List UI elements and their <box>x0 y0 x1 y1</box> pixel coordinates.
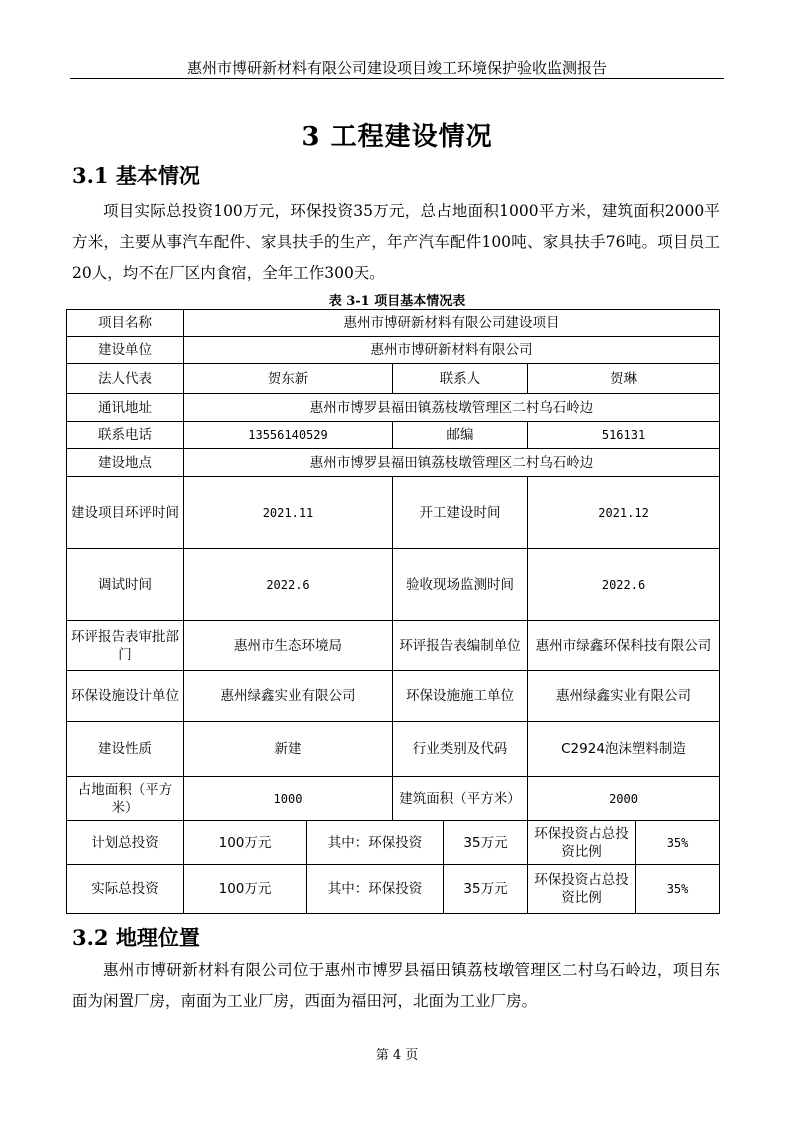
cell-label: 项目名称 <box>67 310 184 337</box>
cell-label: 计划总投资 <box>67 821 184 865</box>
table-caption: 表 3-1 项目基本情况表 <box>328 294 466 309</box>
cell-value: 惠州绿鑫实业有限公司 <box>184 671 393 722</box>
cell-value: 100万元 <box>184 865 307 914</box>
section-title-basic: 3.1 基本情况 <box>72 163 200 188</box>
cell-value: C2924泡沫塑料制造 <box>528 722 720 777</box>
cell-value: 惠州市绿鑫环保科技有限公司 <box>528 621 720 671</box>
table-row <box>67 671 720 722</box>
cell-label: 实际总投资 <box>67 865 184 914</box>
cell-label: 邮编 <box>393 422 528 449</box>
cell-value: 惠州市博罗县福田镇荔枝墩管理区二村乌石岭边 <box>184 449 720 477</box>
cell-label: 开工建设时间 <box>393 477 528 549</box>
cell-label: 建设单位 <box>67 337 184 364</box>
cell-label: 环保投资占总投资比例 <box>528 821 636 865</box>
table-row <box>67 422 720 449</box>
cell-value: 516131 <box>528 422 720 449</box>
cell-value: 惠州市博罗县福田镇荔枝墩管理区二村乌石岭边 <box>184 394 720 422</box>
cell-value: 新建 <box>184 722 393 777</box>
cell-label: 其中：环保投资 <box>307 821 444 865</box>
cell-value: 贺琳 <box>528 364 720 394</box>
cell-value: 惠州市博研新材料有限公司建设项目 <box>184 310 720 337</box>
project-info-table <box>66 309 720 914</box>
location-paragraph: 惠州市博研新材料有限公司位于惠州市博罗县福田镇荔枝墩管理区二村乌石岭边，项目东面为闲置厂房，南面为工业厂房，西面为福田河，北面为工业厂房。 <box>72 961 720 1010</box>
cell-value: 贺东新 <box>184 364 393 394</box>
table-row <box>67 449 720 477</box>
table-row <box>67 821 720 865</box>
cell-value: 100万元 <box>184 821 307 865</box>
chapter-title: 3 工程建设情况 <box>301 122 493 152</box>
cell-label: 建筑面积（平方米） <box>393 777 528 821</box>
table-row <box>67 722 720 777</box>
cell-label: 环评报告表审批部门 <box>67 621 184 671</box>
cell-label: 其中：环保投资 <box>307 865 444 914</box>
cell-value: 惠州市博研新材料有限公司 <box>184 337 720 364</box>
cell-label: 占地面积（平方米） <box>67 777 184 821</box>
cell-label: 环保设施施工单位 <box>393 671 528 722</box>
header-rule <box>70 78 724 79</box>
cell-label: 建设性质 <box>67 722 184 777</box>
cell-value: 35万元 <box>444 821 528 865</box>
table-row <box>67 364 720 394</box>
cell-label: 法人代表 <box>67 364 184 394</box>
cell-value: 惠州市生态环境局 <box>184 621 393 671</box>
cell-label: 通讯地址 <box>67 394 184 422</box>
cell-value: 2021.11 <box>184 477 393 549</box>
cell-label: 环保设施设计单位 <box>67 671 184 722</box>
cell-label: 建设地点 <box>67 449 184 477</box>
cell-value: 惠州绿鑫实业有限公司 <box>528 671 720 722</box>
table-row <box>67 621 720 671</box>
table-row <box>67 477 720 549</box>
page-number: 第 4 页 <box>375 1048 419 1063</box>
cell-value: 2000 <box>528 777 720 821</box>
cell-label: 联系电话 <box>67 422 184 449</box>
cell-value: 35% <box>636 865 720 914</box>
cell-label: 环评报告表编制单位 <box>393 621 528 671</box>
table-row <box>67 865 720 914</box>
cell-label: 建设项目环评时间 <box>67 477 184 549</box>
cell-value: 35万元 <box>444 865 528 914</box>
cell-label: 调试时间 <box>67 549 184 621</box>
cell-value: 35% <box>636 821 720 865</box>
cell-value: 2021.12 <box>528 477 720 549</box>
cell-label: 环保投资占总投资比例 <box>528 865 636 914</box>
cell-value: 13556140529 <box>184 422 393 449</box>
table-row <box>67 337 720 364</box>
cell-value: 2022.6 <box>528 549 720 621</box>
cell-label: 联系人 <box>393 364 528 394</box>
basic-info-paragraph: 项目实际总投资100万元，环保投资35万元，总占地面积1000平方米，建筑面积2000平方米，主要从事汽车配件、家具扶手的生产，年产汽车配件100吨、家具扶手76吨。项目员工20人，均不在厂区内食宿，全年工作300天。 <box>72 202 720 282</box>
cell-label: 验收现场监测时间 <box>393 549 528 621</box>
cell-value: 2022.6 <box>184 549 393 621</box>
table-row <box>67 549 720 621</box>
cell-value: 1000 <box>184 777 393 821</box>
table-row <box>67 777 720 821</box>
table-row <box>67 394 720 422</box>
table-row <box>67 310 720 337</box>
section-title-location: 3.2 地理位置 <box>72 925 200 950</box>
cell-label: 行业类别及代码 <box>393 722 528 777</box>
running-header: 惠州市博研新材料有限公司建设项目竣工环境保护验收监测报告 <box>186 59 607 77</box>
